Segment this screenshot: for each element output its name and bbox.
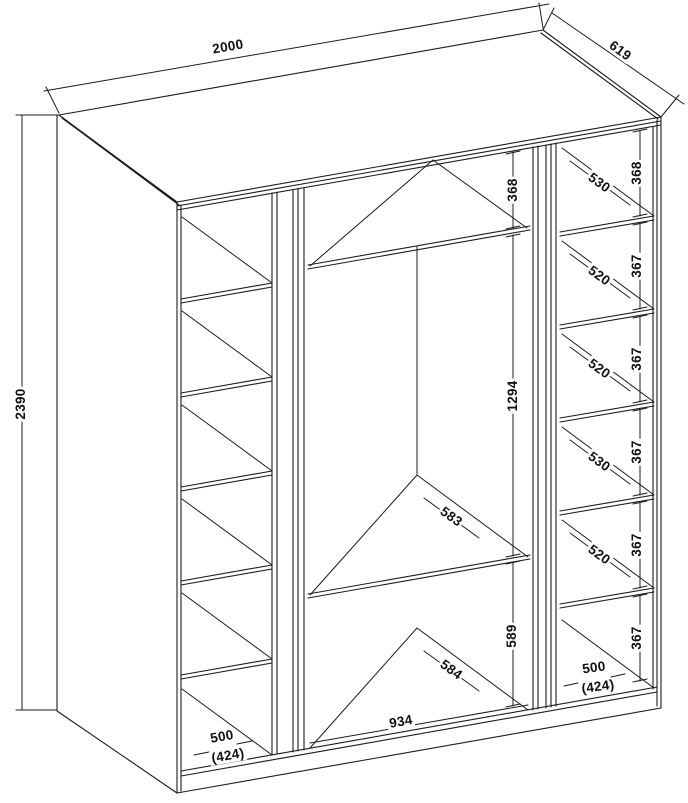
dim-label-right-comp5-height: 367 <box>628 533 644 557</box>
dim-label-middle-shelf-depth: 583 <box>437 503 466 530</box>
dim-label-right-comp6-depth: 500 <box>579 659 608 677</box>
dim-label-right-comp5-depth: 520 <box>585 541 614 568</box>
dim-label-middle-bottom-depth: 584 <box>437 656 466 683</box>
dim-label-overall-width: 2000 <box>211 36 245 57</box>
middle-section-shelf-diagonals <box>310 160 528 748</box>
dim-label-overall-depth: 619 <box>606 37 635 64</box>
right-front-edge <box>653 117 661 708</box>
dim-label-right-comp3-height: 367 <box>628 347 644 371</box>
left-side-panel <box>57 115 181 793</box>
dim-label-overall-height: 2390 <box>12 388 28 420</box>
dim-label-right-comp2-height: 367 <box>628 254 644 278</box>
dim-label-middle-width: 934 <box>388 712 414 731</box>
left-column-shelves <box>181 283 272 679</box>
dim-label-right-comp2-depth: 520 <box>585 262 614 289</box>
bottom-panel-edges <box>177 687 661 793</box>
dim-label-right-comp6-depth-alt: (424) <box>579 677 618 696</box>
middle-section-shelves <box>308 226 530 598</box>
dim-label-middle-bottom-height: 589 <box>503 624 519 648</box>
dim-label-right-comp6-height: 367 <box>628 626 644 650</box>
left-column-shelf-diagonals <box>182 217 272 755</box>
dim-label-right-comp1-height: 368 <box>628 161 644 185</box>
dim-label-middle-top-shelf-height: 368 <box>504 178 520 202</box>
dim-label-right-comp1-depth: 530 <box>585 169 614 196</box>
dimension-lines-right-column <box>564 131 640 686</box>
dim-label-right-comp3-depth: 520 <box>585 355 614 382</box>
top-panel-edges <box>59 30 661 210</box>
dim-label-middle-hanging-height: 1294 <box>504 380 520 412</box>
dim-label-left-bottom-width: 500 <box>209 727 235 746</box>
dim-label-right-comp4-depth: 530 <box>585 448 614 475</box>
dim-label-left-bottom-width-alt: (424) <box>210 745 246 766</box>
dimension-ticks <box>503 129 647 707</box>
dim-label-right-comp4-height: 367 <box>628 440 644 464</box>
dimension-lines-middle <box>194 152 528 755</box>
